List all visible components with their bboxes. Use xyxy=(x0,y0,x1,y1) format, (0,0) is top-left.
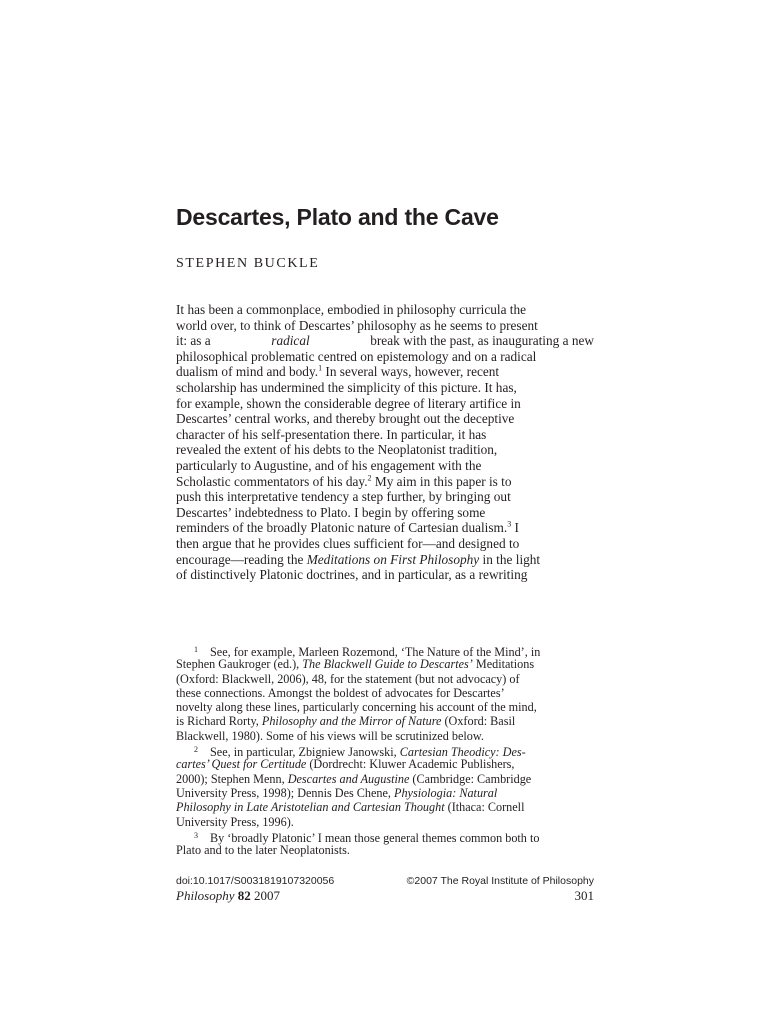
footnote-ref: 1 xyxy=(318,363,323,373)
author-name: STEPHEN BUCKLE xyxy=(176,256,320,271)
body-line: then argue that he provides clues sufficient for—and designed to xyxy=(176,535,520,551)
body-line: revealed the extent of his debts to the Neoplatonist tradition, xyxy=(176,442,498,458)
body-line: Descartes’ indebtedness to Plato. I begin by offering some xyxy=(176,504,486,520)
footnote-line: these connections. Amongst the boldest of advocates for Descartes’ xyxy=(176,685,505,700)
footnote-line: 3 By ‘broadly Platonic’ I mean those general themes common both to xyxy=(176,829,594,843)
footnote-line: University Press, 1996). xyxy=(176,814,294,829)
emphasis-text: radical xyxy=(271,333,310,349)
body-line: character of his self-presentation there. In particular, it has xyxy=(176,426,487,442)
footnote-number: 1 xyxy=(194,645,198,654)
body-line: it: as a radical break with the past, as inaugurating a new xyxy=(176,333,594,349)
body-line: reminders of the broadly Platonic nature of Cartesian dualism.$^3$ I xyxy=(176,519,519,536)
journal-citation xyxy=(176,888,280,904)
footnote-line: cartes’ Quest for Certitude (Dordrecht: Kluwer Academic Publishers, xyxy=(176,757,515,772)
emphasis-text: Meditations on First Philosophy xyxy=(306,551,480,567)
body-line: push this interpretative tendency a step further, by bringing out xyxy=(176,489,511,505)
footnote-line: Plato and to the later Neoplatonists. xyxy=(176,843,350,858)
body-text xyxy=(176,302,594,583)
footnote-line: (Oxford: Blackwell, 2006), 48, for the statement (but not advocacy) of xyxy=(176,671,520,686)
page-number: 301 xyxy=(574,888,594,903)
body-line: particularly to Augustine, and of his engagement with the xyxy=(176,457,482,473)
copyright-text: ©2007 The Royal Institute of Philosophy xyxy=(406,875,594,887)
body-line: world over, to think of Descartes’ philosophy as he seems to present xyxy=(176,317,538,333)
footnote-line: 2000); Stephen Menn, Descartes and Augustine (Cambridge: Cambridge xyxy=(176,771,532,786)
article-title: Descartes, Plato and the Cave xyxy=(176,204,499,230)
journal-name: Philosophy xyxy=(176,888,235,903)
body-line: It has been a commonplace, embodied in philosophy curricula the xyxy=(176,302,527,317)
body-line: Descartes’ central works, and thereby brought out the deceptive xyxy=(176,411,515,427)
body-line: dualism of mind and body.$^1$ In several ways, however, recent xyxy=(176,363,500,380)
body-line: Scholastic commentators of his day.$^2$ My aim in this paper is to xyxy=(176,473,512,489)
body-line: scholarship has undermined the simplicity of this picture. It has, xyxy=(176,379,517,395)
footnote-number: 2 xyxy=(194,745,198,755)
footer-meta xyxy=(176,875,594,887)
body-line: philosophical problematic centred on epistemology and on a radical xyxy=(176,348,537,364)
footnote-ref: 3 xyxy=(507,519,512,529)
body-line: of distinctively Platonic doctrines, and in particular, as a rewriting xyxy=(176,567,528,583)
footnote-line: novelty along these lines, particularly concerning his account of the mind, xyxy=(176,700,537,715)
body-line: encourage—reading the Meditations on First Philosophy in the light xyxy=(176,551,541,567)
footnote-ref: 2 xyxy=(367,473,372,483)
journal-volume: 82 xyxy=(237,888,251,903)
footnote-number: 3 xyxy=(194,830,198,840)
footnotes xyxy=(176,643,594,857)
footnote-line: University Press, 1998); Dennis Des Chene, Physiologia: Natural xyxy=(176,785,498,800)
journal-year: 2007 xyxy=(254,888,280,903)
body-line: for example, shown the considerable degree of literary artifice in xyxy=(176,395,521,411)
footnote-line: 1 See, for example, Marleen Rozemond, ‘The Nature of the Mind’, in xyxy=(176,643,594,657)
doi-text: doi:10.1017/S0031819107320056 xyxy=(176,875,335,887)
footnote-line: Blackwell, 1980). Some of his views will be scrutinized below. xyxy=(176,728,484,743)
footnote-line: Philosophy in Late Aristotelian and Cartesian Thought (Ithaca: Cornell xyxy=(176,800,525,815)
footnote-line: is Richard Rorty, Philosophy and the Mirror of Nature (Oxford: Basil xyxy=(176,714,516,729)
footer-citation xyxy=(176,888,594,904)
footnote-line: Stephen Gaukroger (ed.), The Blackwell Guide to Descartes’ Meditations xyxy=(176,657,535,672)
footnote-line: 2 See, in particular, Zbigniew Janowski, Cartesian Theodicy: Des- xyxy=(176,743,594,757)
